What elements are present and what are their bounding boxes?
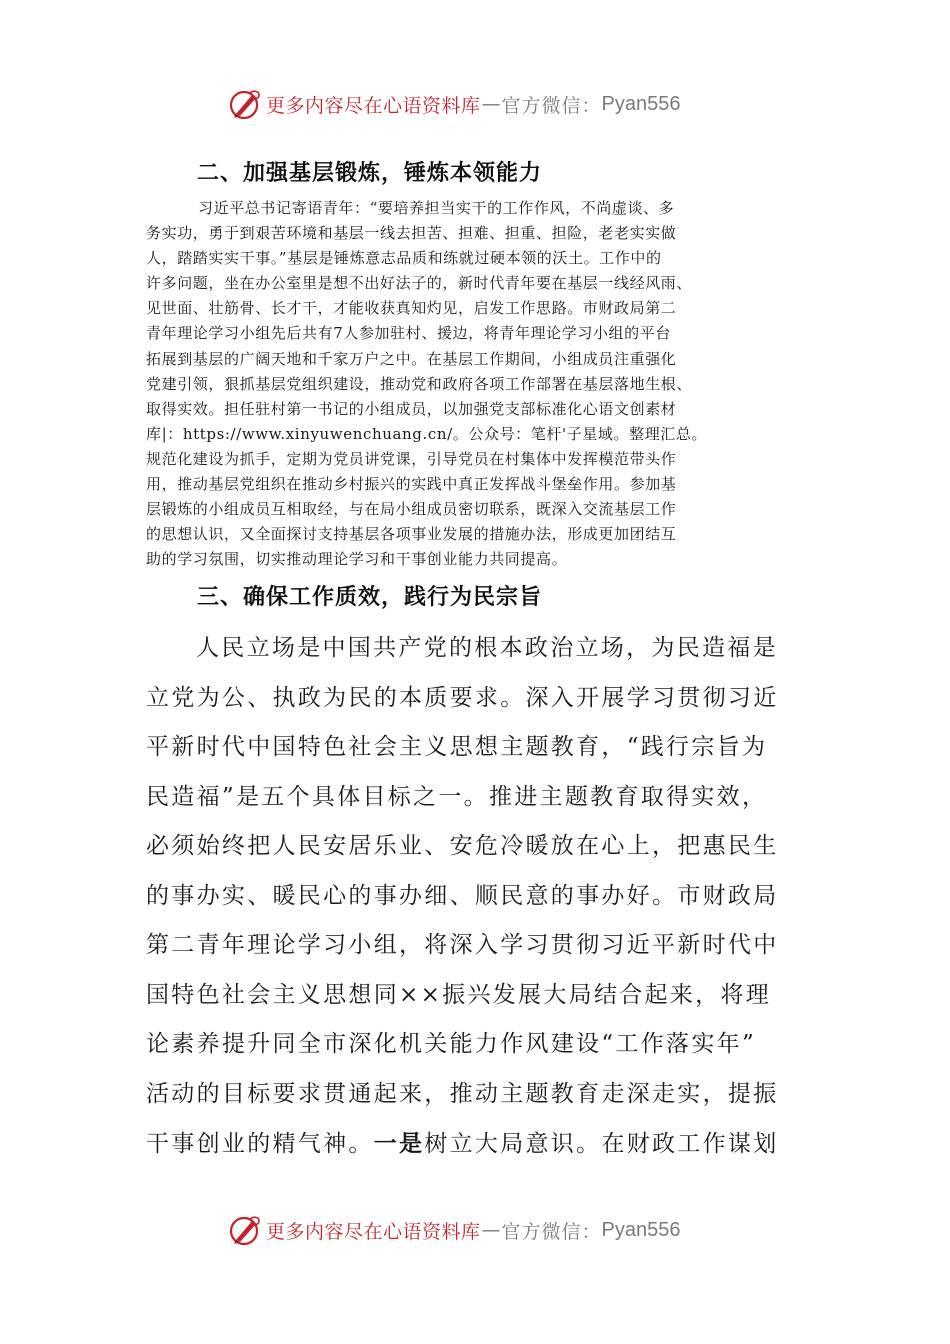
paragraph-line: 取得实效。担任驻村第一书记的小组成员，以加强党支部标准化心语文创素材 [146, 399, 677, 418]
section-2-heading: 二、加强基层锻炼，锤炼本领能力 [197, 161, 543, 186]
paragraph-line: 立党为公、执政为民的本质要求。深入开展学习贯彻习近 [146, 684, 779, 711]
watermark-wechat-id: Pyan556 [601, 1218, 681, 1241]
paragraph-line: 规范化建设为抓手，定期为党员讲党课，引导党员在村集体中发挥模范带头作 [146, 449, 677, 468]
pen-circle-logo-icon [228, 87, 262, 121]
watermark-contact-label: 官方微信： [501, 94, 602, 117]
bold-lead-text: 一是 [373, 1130, 425, 1157]
watermark-brand: 更多内容尽在心语资料库 [266, 1220, 481, 1243]
section-3-heading: 三、确保工作质效，践行为民宗旨 [197, 585, 543, 610]
paragraph-line: 平新时代中国特色社会主义思想主题教育，“践行宗旨为 [146, 734, 768, 760]
paragraph-line: 国特色社会主义思想同××振兴发展大局结合起来，将理 [146, 981, 772, 1008]
paragraph-line: 许多问题，坐在办公室里是想不出好法子的，新时代青年要在基层一线经风雨、 [146, 274, 693, 293]
paragraph-line: 务实功，勇于到艰苦环境和基层一线去担苦、担难、担重、担险，老老实实做 [146, 224, 677, 243]
paragraph-line: 民造福”是五个具体目标之一。推进主题教育取得实效， [146, 783, 768, 810]
paragraph-line: 必须始终把人民安居乐业、安危冷暖放在心上，把惠民生 [146, 833, 779, 859]
watermark-dash: — [481, 93, 501, 115]
paragraph-text: 干事创业的精气神。 [146, 1131, 374, 1157]
paragraph-line: 第二青年理论学习小组，将深入学习贯彻习近平新时代中 [146, 932, 779, 958]
paragraph-line: 库|：https://www.xinyuwenchuang.cn/。公众号：笔杆'子星域。整理汇总。 [146, 424, 708, 443]
paragraph-line: 见世面、壮筋骨、长才干，才能收获真知灼见，启发工作思路。市财政局第二 [146, 299, 677, 318]
watermark-banner-bottom [228, 1210, 681, 1250]
paragraph-line: 活动的目标要求贯通起来，推动主题教育走深走实，提振 [146, 1080, 779, 1107]
pen-circle-logo-icon [228, 1213, 262, 1247]
watermark-wechat-id: Pyan556 [601, 92, 681, 115]
paragraph-line: 党建引领，狠抓基层党组织建设，推动党和政府各项工作部署在基层落地生根、 [146, 374, 693, 393]
paragraph-line: 人，踏踏实实干事。”基层是锤炼意志品质和练就过硬本领的沃土。工作中的 [146, 249, 662, 268]
watermark-banner-top [228, 84, 681, 124]
section-3-paragraph [146, 624, 806, 1170]
paragraph-line: 习近平总书记寄语青年：“要培养担当实干的工作作风，不尚虚谈、多 [198, 199, 675, 217]
paragraph-line: 人民立场是中国共产党的根本政治立场，为民造福是 [196, 635, 778, 661]
section-2-paragraph [146, 196, 806, 572]
paragraph-line: 助的学习氛围，切实推动理论学习和干事创业能力共同提高。 [146, 550, 568, 569]
watermark-dash: — [481, 1219, 501, 1241]
paragraph-line: 的思想认识，又全面探讨支持基层各项事业发展的措施办法，形成更加团结互 [146, 525, 677, 544]
paragraph-line: 层锻炼的小组成员互相取经，与在局小组成员密切联系，既深入交流基层工作 [146, 500, 677, 519]
paragraph-line: 的事办实、暖民心的事办细、顺民意的事办好。市财政局 [146, 882, 779, 909]
paragraph-line: 拓展到基层的广阔天地和千家万户之中。在基层工作期间，小组成员注重强化 [146, 349, 677, 368]
watermark-brand: 更多内容尽在心语资料库 [266, 94, 481, 117]
paragraph-line: 青年理论学习小组先后共有7人参加驻村、援边，将青年理论学习小组的平台 [146, 324, 671, 343]
paragraph-line: 用，推动基层党组织在推动乡村振兴的实践中真正发挥战斗堡垒作用。参加基 [146, 475, 677, 494]
paragraph-line: 论素养提升同全市深化机关能力作风建设“工作落实年” [146, 1031, 757, 1057]
watermark-contact-label: 官方微信： [501, 1220, 602, 1243]
paragraph-line-last [146, 1119, 806, 1170]
paragraph-text: 树立大局意识。在财政工作谋划 [424, 1131, 779, 1157]
